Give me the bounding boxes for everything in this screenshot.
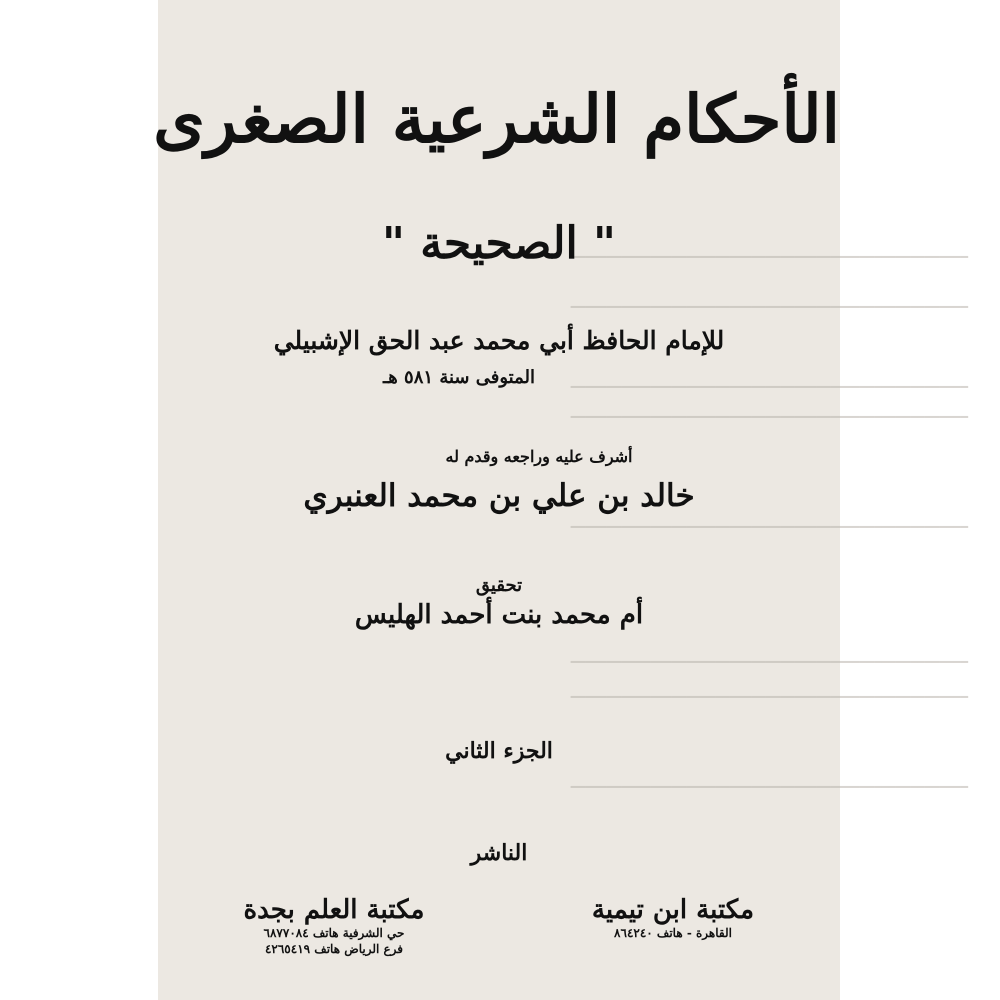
author-line: للإمام الحافظ أبي محمد عبد الحق الإشبيلي	[273, 326, 725, 355]
publisher-right-line1: القاهرة - هاتف ٨٦٤٢٤٠	[614, 926, 732, 940]
editor-name: أم محمد بنت أحمد الهليس	[354, 600, 644, 630]
publisher-left-line2: فرع الرياض هاتف ٤٢٦٥٤١٩	[264, 942, 404, 956]
publisher-label: الناشر	[470, 840, 528, 866]
publisher-right-name: مكتبة ابن تيمية	[591, 895, 755, 925]
death-date-line: المتوفى سنة ٥٨١ هـ	[383, 367, 535, 388]
book-subtitle: " الصحيحة "	[382, 218, 616, 269]
book-title: الأحكام الشرعية الصغرى	[153, 80, 840, 158]
supervisor-name: خالد بن علي بن محمد العنبري	[303, 478, 695, 514]
publisher-left	[224, 895, 444, 957]
title-page: ━━━━━━━━━━━━━━━━━━━━━━━━━━━━━━━━━━━━━━━━━━━━━━━━━━━━━━━ ━━━━━━━━━━━━━━━━━━━━━━━━━━━━━━━━━━━━━━━━━━━━━━━━━━━━━━━ ━━━━━━━━━━━━━━━━━━━━━━━━━━━━━━━━━━━━━━━━━━━━━━━━━━━━━━━ ━━━━━━━━━━━━━━━━━━━━━━━━━━━━━━━━━━━━━━━━━━━━━━━━━━━━━━━ ━━━━━━━━━━━━━━━━━━━━━━━━━━━━━━━━━━━━━━━━━━━━━━━━━━━━━━━ ━━━━━━━━━━━━━━━━━━━━━━━━━━━━━━━━━━━━━━━━━━━━━━━━━━━━━━━ ━━━━━━━━━━━━━━━━━━━━━━━━━━━━━━━━━━━━━━━━━━━━━━━━━━━━━━━ ━━━━━━━━━━━━━━━━━━━━━━━━━━━━━━━━━━━━━━━━━━━━━━━━━━━━━━━ الأحكام الشرعية الصغرى " الصحيحة " للإمام الحافظ أبي محمد عبد الحق الإشبيلي المتوفى سنة ٥٨١ هـ أشرف عليه وراجعه وقدم له خالد بن علي بن محمد العنبري تحقيق أم محمد بنت أحمد الهليس الجزء الثاني الناشر مكتبة العلم بجدة حي الشرفية هاتف ٦٨٧٧٠٨٤ فرع الرياض هاتف ٤٢٦٥٤١٩ مكتبة ابن تيمية القاهرة - هاتف ٨٦٤٢٤٠	[158, 0, 840, 1000]
publisher-right	[563, 895, 783, 941]
supervised-by-label: أشرف عليه وراجعه وقدم له	[445, 447, 633, 466]
publisher-left-line1: حي الشرفية هاتف ٦٨٧٧٠٨٤	[263, 926, 405, 940]
publisher-left-name: مكتبة العلم بجدة	[243, 895, 425, 925]
tahqiq-label: تحقيق	[475, 575, 523, 596]
volume-label: الجزء الثاني	[445, 738, 553, 764]
